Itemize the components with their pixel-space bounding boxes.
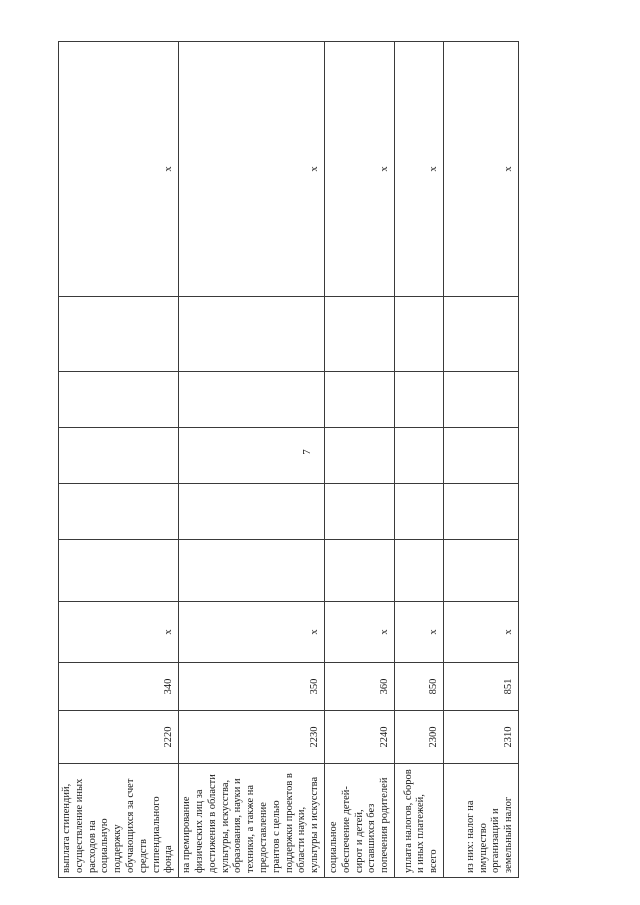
table-row	[179, 42, 325, 878]
row-x-mark-cell: x	[324, 42, 394, 297]
row-empty-cell	[179, 428, 325, 484]
row-name-cell: выплата стипендий, осуществление иных расходов на социальную поддержку обучающихся за счет средств стипендиального фонда	[59, 764, 179, 878]
row-empty-cell	[59, 372, 179, 428]
row-empty-cell	[59, 297, 179, 372]
row-x-mark-cell: x	[443, 602, 518, 663]
row-x-mark-cell: x	[443, 42, 518, 297]
table-row	[394, 42, 443, 878]
row-x-mark-cell: x	[179, 602, 325, 663]
row-empty-cell	[324, 297, 394, 372]
row-line-code-cell: 350	[179, 663, 325, 711]
row-x-mark-cell: x	[394, 602, 443, 663]
row-line-code-cell: 340	[59, 663, 179, 711]
table-row	[59, 42, 179, 878]
row-x-mark-cell: x	[324, 602, 394, 663]
row-empty-cell	[59, 540, 179, 602]
row-empty-cell	[324, 484, 394, 540]
row-x-mark-cell: x	[59, 602, 179, 663]
row-empty-cell	[324, 372, 394, 428]
row-empty-cell	[59, 484, 179, 540]
row-code-cell: 2230	[179, 711, 325, 764]
row-code-cell: 2310	[443, 711, 518, 764]
row-name-cell: из них: налог на имущество организаций и земельный налог	[443, 764, 518, 878]
row-empty-cell	[443, 484, 518, 540]
page-number: 7	[301, 449, 313, 455]
row-name-cell: социальное обеспечение детей-сирот и детей, оставшихся без попечения родителей	[324, 764, 394, 878]
row-empty-cell	[443, 428, 518, 484]
row-code-cell: 2300	[394, 711, 443, 764]
row-empty-cell	[324, 428, 394, 484]
budget-table	[58, 41, 519, 878]
budget-table-container	[58, 42, 515, 878]
row-line-code-cell: 850	[394, 663, 443, 711]
row-code-cell: 2240	[324, 711, 394, 764]
row-line-code-cell: 851	[443, 663, 518, 711]
row-line-code-cell: 360	[324, 663, 394, 711]
row-x-mark-cell: x	[394, 42, 443, 297]
row-empty-cell	[59, 428, 179, 484]
row-empty-cell	[179, 297, 325, 372]
row-empty-cell	[443, 297, 518, 372]
row-empty-cell	[394, 540, 443, 602]
row-empty-cell	[179, 372, 325, 428]
table-row	[324, 42, 394, 878]
row-name-cell: на премирование физических лиц за достижения в области культуры, искусства, образования, науки и техники, а также на предоставление грантов с целью поддержки проектов в области науки, культуры и искусства	[179, 764, 325, 878]
row-empty-cell	[179, 540, 325, 602]
row-x-mark-cell: x	[179, 42, 325, 297]
row-empty-cell	[394, 484, 443, 540]
row-empty-cell	[179, 484, 325, 540]
row-code-cell: 2220	[59, 711, 179, 764]
row-name-cell: уплата налогов, сборов и иных платежей, всего	[394, 764, 443, 878]
row-empty-cell	[394, 372, 443, 428]
table-row	[443, 42, 518, 878]
row-empty-cell	[443, 372, 518, 428]
row-empty-cell	[394, 428, 443, 484]
row-x-mark-cell: x	[59, 42, 179, 297]
row-empty-cell	[443, 540, 518, 602]
row-empty-cell	[394, 297, 443, 372]
row-empty-cell	[324, 540, 394, 602]
